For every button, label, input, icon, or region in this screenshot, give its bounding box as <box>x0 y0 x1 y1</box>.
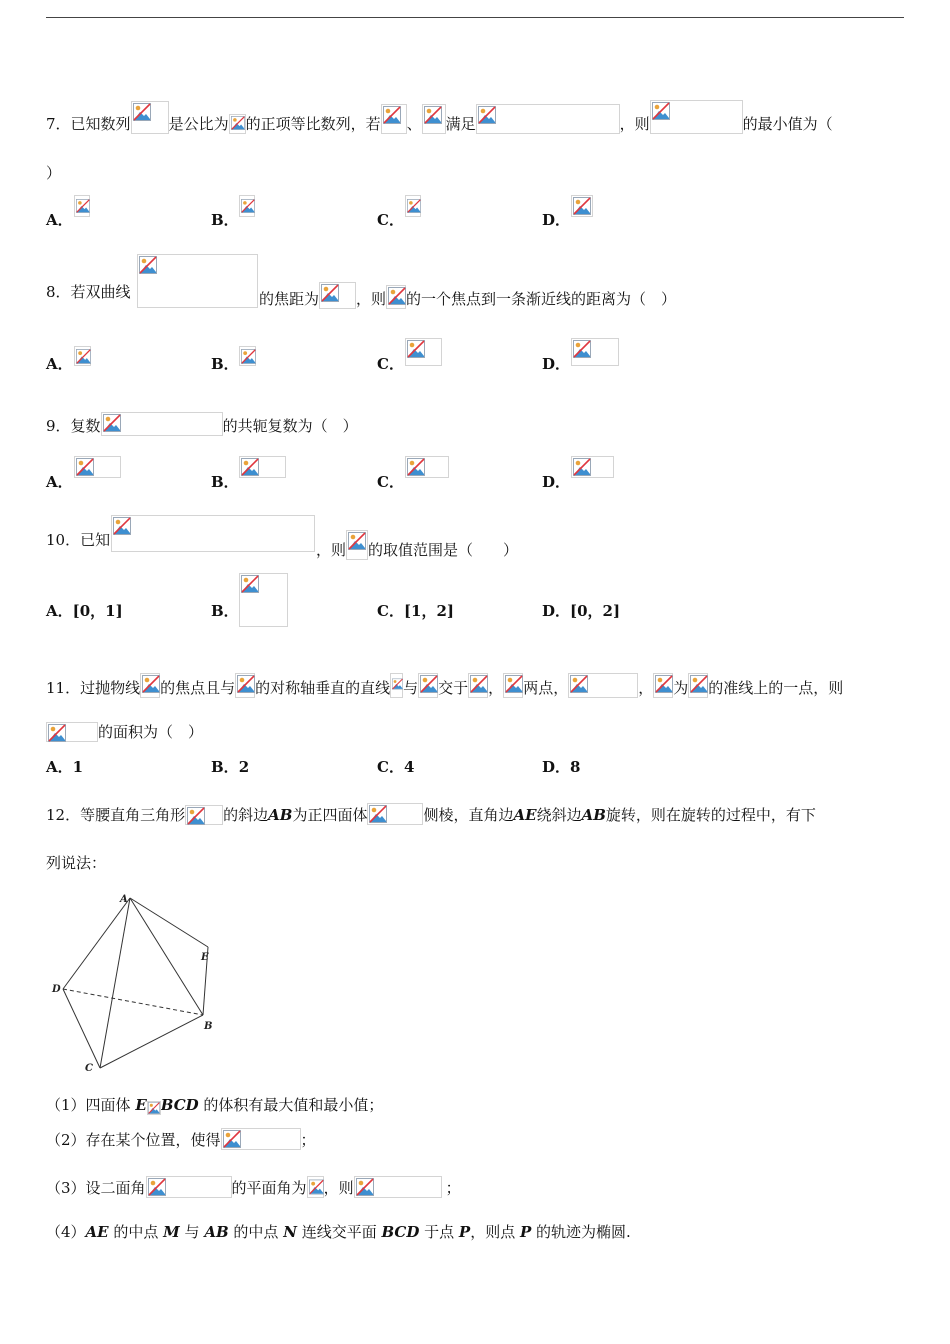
q8-option-c: C． <box>377 355 404 373</box>
q11-option-b: B．2 <box>211 758 250 776</box>
q8-option-a: A． <box>46 355 73 373</box>
broken-image-icon <box>74 346 91 366</box>
broken-image-icon <box>571 456 614 478</box>
edge-AE <box>130 898 208 947</box>
label-C: C <box>85 1063 93 1074</box>
label-E: E <box>201 952 209 963</box>
tetrahedron-figure <box>46 888 226 1078</box>
question-8: 8．若双曲线 <box>46 283 131 301</box>
q9-option-d: D． <box>542 473 571 491</box>
q7-option-b: B． <box>211 211 239 229</box>
broken-image-icon <box>239 456 286 478</box>
q11-option-d: D．8 <box>542 758 581 776</box>
broken-image-icon <box>390 673 403 698</box>
broken-image-icon <box>307 1176 324 1198</box>
broken-image-icon <box>229 114 246 134</box>
statement-4: （4）AE 的中点 M 与 AB 的中点 N 连线交平面 BCD 于点 P，则点 P 的轨迹为椭圆. <box>46 1223 631 1241</box>
broken-image-icon <box>239 573 288 627</box>
edge-CB <box>100 1015 203 1068</box>
broken-image-icon <box>46 722 98 742</box>
broken-image-icon <box>101 412 223 436</box>
broken-image-icon <box>346 530 368 560</box>
broken-image-icon <box>476 104 620 134</box>
broken-image-icon <box>381 104 407 134</box>
q7-option-a: A． <box>46 211 73 229</box>
broken-image-icon <box>503 673 523 698</box>
question-11: 11．过抛物线 的焦点且与 的对称轴垂直的直线 与 交于 ， 两点， ， 为 的准线上的一点，则 <box>46 673 843 698</box>
broken-image-icon <box>111 515 315 552</box>
broken-image-icon <box>468 673 488 698</box>
q7-option-c: C． <box>377 211 404 229</box>
statement-3: （3）设二面角 的平面角为 ，则 ； <box>46 1176 461 1198</box>
broken-image-icon <box>319 282 356 309</box>
question-10: 10．已知 <box>46 531 111 549</box>
question-10-cont: ，则 的取值范围是（ ） <box>316 530 518 560</box>
statement-1: （1）四面体 E BCD 的体积有最大值和最小值； <box>46 1096 384 1114</box>
q11-option-c: C．4 <box>377 758 415 776</box>
broken-image-icon <box>221 1128 301 1150</box>
broken-image-icon <box>422 104 446 134</box>
broken-image-icon <box>568 673 638 698</box>
broken-image-icon <box>650 100 743 134</box>
broken-image-icon <box>140 673 160 698</box>
broken-image-icon <box>367 803 423 825</box>
q10-option-a: A．[0，1] <box>46 602 123 620</box>
q9-option-a: A． <box>46 473 73 491</box>
question-12-line2: 列说法： <box>46 854 107 872</box>
broken-image-icon <box>418 673 438 698</box>
question-number: 7． <box>46 115 71 133</box>
broken-image-icon <box>147 1101 161 1115</box>
question-12: 12．等腰直角三角形 的斜边AB为正四面体 侧棱，直角边AE绕斜边AB旋转，则在旋转的过程中，有下 <box>46 803 816 825</box>
broken-image-icon <box>405 195 421 217</box>
question-7-close: ） <box>46 164 62 182</box>
q7-option-d: D． <box>542 211 571 229</box>
edge-AC <box>100 898 130 1068</box>
edge-AB <box>130 898 203 1015</box>
broken-image-icon <box>571 195 593 217</box>
label-D: D <box>52 984 61 995</box>
edge-AD <box>63 898 130 989</box>
broken-image-icon <box>354 1176 442 1198</box>
broken-image-icon <box>405 456 449 478</box>
broken-image-icon <box>185 805 223 825</box>
broken-image-icon <box>146 1176 232 1198</box>
edge-DB-hidden <box>63 989 203 1015</box>
broken-image-icon <box>688 673 708 698</box>
question-8-cont: 的焦距为 ，则 的一个焦点到一条渐近线的距离为（ ） <box>259 282 676 309</box>
broken-image-icon <box>137 254 258 308</box>
q8-option-d: D． <box>542 355 571 373</box>
header-rule <box>46 17 904 18</box>
q9-option-b: B． <box>211 473 239 491</box>
broken-image-icon <box>131 101 169 134</box>
q9-option-c: C． <box>377 473 404 491</box>
q10-option-b: B． <box>211 602 239 620</box>
label-A: A <box>120 894 128 905</box>
broken-image-icon <box>571 338 619 366</box>
q8-option-b: B． <box>211 355 239 373</box>
q10-option-d: D．[0，2] <box>542 602 621 620</box>
broken-image-icon <box>239 195 255 217</box>
label-B: B <box>204 1021 213 1032</box>
statement-2: （2）存在某个位置，使得 ； <box>46 1128 316 1150</box>
question-9: 9．复数 的共轭复数为（ ） <box>46 412 358 436</box>
broken-image-icon <box>653 673 673 698</box>
question-7: 7．已知数列 是公比为 的正项等比数列，若 、 满足 ，则 的最小值为（ <box>46 100 833 134</box>
broken-image-icon <box>386 285 406 309</box>
broken-image-icon <box>74 456 121 478</box>
broken-image-icon <box>405 338 442 366</box>
q11-option-a: A．1 <box>46 758 84 776</box>
q10-option-c: C．[1，2] <box>377 602 455 620</box>
edge-DC <box>63 989 100 1068</box>
broken-image-icon <box>74 195 90 217</box>
broken-image-icon <box>239 346 256 366</box>
broken-image-icon <box>235 673 255 698</box>
question-11-line2: 的面积为（ ） <box>46 722 203 742</box>
